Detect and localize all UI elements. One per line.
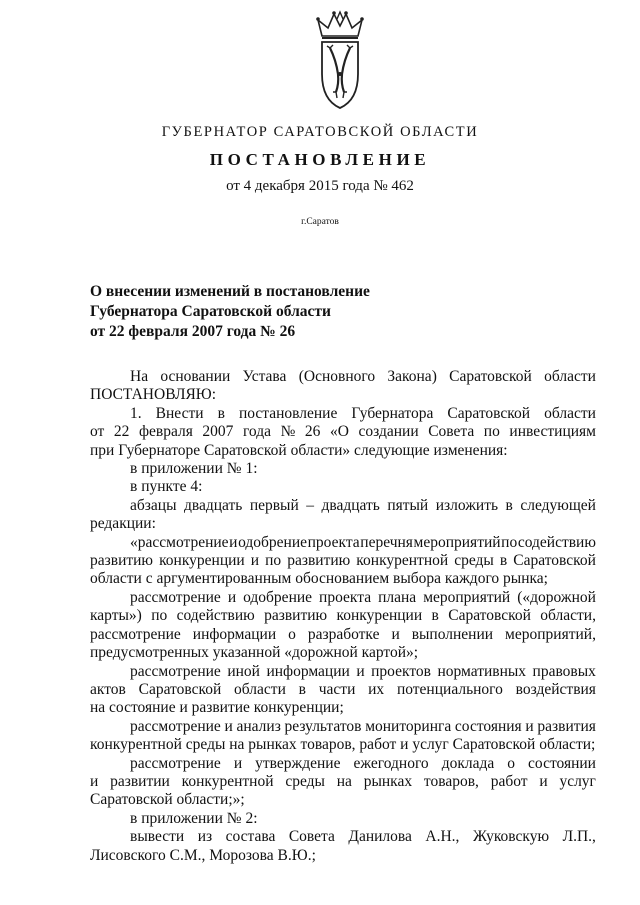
word: Л.П.,	[562, 828, 596, 846]
body-line: Саратовской области;»;	[90, 791, 245, 809]
word: конкурентной	[356, 552, 449, 570]
body-line: в приложении № 1:	[130, 460, 258, 478]
body-line: при Губернаторе Саратовской области» следующие изменения:	[90, 441, 508, 459]
word: информации	[266, 662, 350, 680]
word: Жуковскую	[472, 828, 550, 846]
subject-line: Губернатора Саратовской области	[90, 303, 331, 320]
body-line	[90, 718, 596, 736]
word: и	[224, 717, 233, 735]
word: Саратовской	[513, 552, 596, 570]
word: Внести	[155, 404, 204, 422]
word: потенциального	[396, 680, 503, 698]
word: развитии	[110, 772, 170, 790]
word: в	[217, 404, 225, 422]
word: рассмотрение	[130, 754, 221, 772]
body-line: в пункте 4:	[130, 478, 203, 496]
word: (Основного	[298, 368, 376, 385]
body-line	[90, 368, 596, 386]
word: Саратовской	[138, 680, 222, 698]
word: из	[197, 828, 213, 846]
word: вывести	[130, 828, 185, 846]
body-line	[90, 663, 596, 681]
body-line	[90, 589, 596, 607]
word: доклада	[441, 754, 495, 772]
word: и	[250, 552, 260, 570]
word: конкуренции	[336, 607, 423, 625]
word: –	[306, 496, 314, 514]
word: инвестициям	[509, 423, 596, 441]
word: результатов	[284, 717, 362, 735]
word: актов	[90, 680, 126, 698]
word: о	[507, 754, 516, 772]
word: анализ	[236, 717, 281, 735]
word: рынках	[363, 772, 413, 790]
subject-line: О внесении изменений в постановление	[90, 283, 370, 300]
word: рассмотрение	[130, 662, 221, 680]
body-line	[90, 534, 596, 552]
word: одобрение	[243, 588, 313, 606]
word: перечня	[360, 533, 413, 551]
word: разработке	[307, 625, 380, 643]
body-line: Лисовского С.М., Морозова В.Ю.;	[90, 846, 316, 864]
word: Данилова	[348, 828, 412, 846]
word: 22	[113, 423, 130, 441]
body-line: предусмотренных указанной «дорожной картой»;	[90, 644, 419, 662]
word: развитию	[90, 552, 154, 570]
word: карты»)	[90, 607, 142, 625]
word: области,	[540, 607, 596, 625]
word: нормативных	[437, 662, 527, 680]
word: в	[499, 552, 508, 570]
word: содействию	[517, 533, 596, 551]
word: на	[336, 772, 352, 790]
word: рассмотрение	[90, 625, 181, 643]
body-line: конкурентной среды на рынках товаров, работ и услуг Саратовской области;	[90, 736, 596, 754]
word: и	[391, 625, 400, 643]
word: в	[431, 607, 439, 625]
word: правовых	[532, 662, 596, 680]
word: и	[233, 754, 243, 772]
word: 26	[304, 423, 321, 441]
word: Губернатора	[351, 404, 434, 422]
word: состоянии	[528, 754, 596, 772]
word: и	[539, 772, 548, 790]
body-line: ПОСТАНОВЛЯЮ:	[90, 386, 217, 404]
word: мониторинга	[365, 717, 452, 735]
word: и	[229, 533, 238, 551]
word: пятый	[387, 496, 429, 514]
word: мероприятий	[413, 533, 501, 551]
body-line	[90, 828, 596, 846]
word: и	[356, 662, 365, 680]
word: и	[227, 588, 237, 606]
word: развитию	[287, 552, 351, 570]
word: 1.	[130, 404, 142, 422]
word: постановление	[238, 404, 338, 422]
word: «О	[329, 423, 349, 441]
word: февраля	[138, 423, 193, 441]
word: о	[288, 625, 296, 643]
word: основании	[160, 368, 231, 385]
word: Закона)	[387, 368, 437, 385]
subject-line: от 22 февраля 2007 года № 26	[90, 323, 296, 340]
word: создании	[358, 423, 419, 441]
word: конкурентной	[181, 772, 274, 790]
word: среды	[454, 552, 494, 570]
word: их	[368, 680, 385, 698]
body-line	[90, 607, 596, 625]
word: развитию	[264, 607, 328, 625]
word: двадцать	[321, 496, 380, 514]
body-line	[90, 773, 596, 791]
word: абзацы	[130, 496, 177, 514]
word: по	[501, 533, 518, 551]
word: услуг	[559, 772, 596, 790]
word: товаров,	[423, 772, 479, 790]
word: работ	[490, 772, 528, 790]
word: 2007	[202, 423, 234, 441]
word: содействию	[176, 607, 255, 625]
word: иной	[227, 662, 260, 680]
body-line	[90, 552, 596, 570]
body-line	[90, 497, 596, 515]
word: проекта	[319, 588, 372, 606]
word: области	[544, 404, 596, 422]
word: конкуренции	[159, 552, 245, 570]
body-line	[90, 681, 596, 699]
word: воздействия	[515, 680, 596, 698]
word: по	[483, 423, 500, 441]
document-subject	[90, 282, 370, 342]
body-line: в приложении № 2:	[130, 809, 258, 827]
word: области	[234, 680, 286, 698]
word: ежегодного	[353, 754, 429, 772]
word: Саратовской	[447, 404, 531, 422]
word: от	[90, 423, 105, 441]
body-line	[90, 423, 596, 441]
word: Устава	[242, 368, 287, 385]
word: в	[298, 680, 306, 698]
word: («дорожной	[517, 588, 596, 606]
word: первый	[249, 496, 299, 514]
word: рассмотрение	[130, 588, 221, 606]
word: следующей	[520, 496, 596, 514]
word: На	[130, 368, 149, 385]
document-type: ПОСТАНОВЛЕНИЕ	[209, 150, 431, 169]
word: и	[90, 772, 99, 790]
body-line	[90, 626, 596, 644]
word: мероприятий,	[505, 625, 596, 643]
word: по	[151, 607, 168, 625]
word: проекта	[307, 533, 360, 551]
document-body	[90, 368, 596, 865]
word: Совета	[428, 423, 475, 441]
word: по	[265, 552, 282, 570]
document-date-number: от 4 декабря 2015 года № 462	[226, 178, 414, 194]
word: года	[242, 423, 271, 441]
word: изложить	[435, 496, 499, 514]
issuer-title: ГУБЕРНАТОР САРАТОВСКОЙ ОБЛАСТИ	[161, 124, 479, 140]
body-line: области с аргументированным обоснованием выбора каждого рынка;	[90, 570, 548, 588]
word: области	[544, 368, 596, 385]
word: мероприятий	[423, 588, 511, 606]
word: и	[525, 717, 534, 735]
word: среды	[285, 772, 325, 790]
word: №	[280, 423, 296, 441]
word: «рассмотрение	[130, 533, 229, 551]
word: выполнении	[411, 625, 494, 643]
word: двадцать	[183, 496, 243, 514]
body-line	[90, 755, 596, 773]
word: информации	[192, 625, 277, 643]
word: части	[318, 680, 356, 698]
word: развития	[537, 717, 596, 735]
word: проектов	[371, 662, 431, 680]
word: рассмотрение	[130, 717, 221, 735]
word: Совета	[288, 828, 335, 846]
word: состава	[225, 828, 276, 846]
word: Саратовской	[448, 607, 531, 625]
document-city: г.Саратов	[301, 217, 339, 227]
word: состояния	[454, 717, 522, 735]
body-line: редакции:	[90, 515, 156, 533]
body-line	[90, 405, 596, 423]
saratov-coat-of-arms-emblem	[300, 8, 380, 112]
word: в	[505, 496, 513, 514]
body-line: на состояние и развитие конкуренции;	[90, 699, 344, 717]
word: А.Н.,	[425, 828, 460, 846]
word: плана	[378, 588, 417, 606]
word: утверждение	[255, 754, 341, 772]
word: одобрение	[238, 533, 308, 551]
word: Саратовской	[449, 368, 532, 385]
